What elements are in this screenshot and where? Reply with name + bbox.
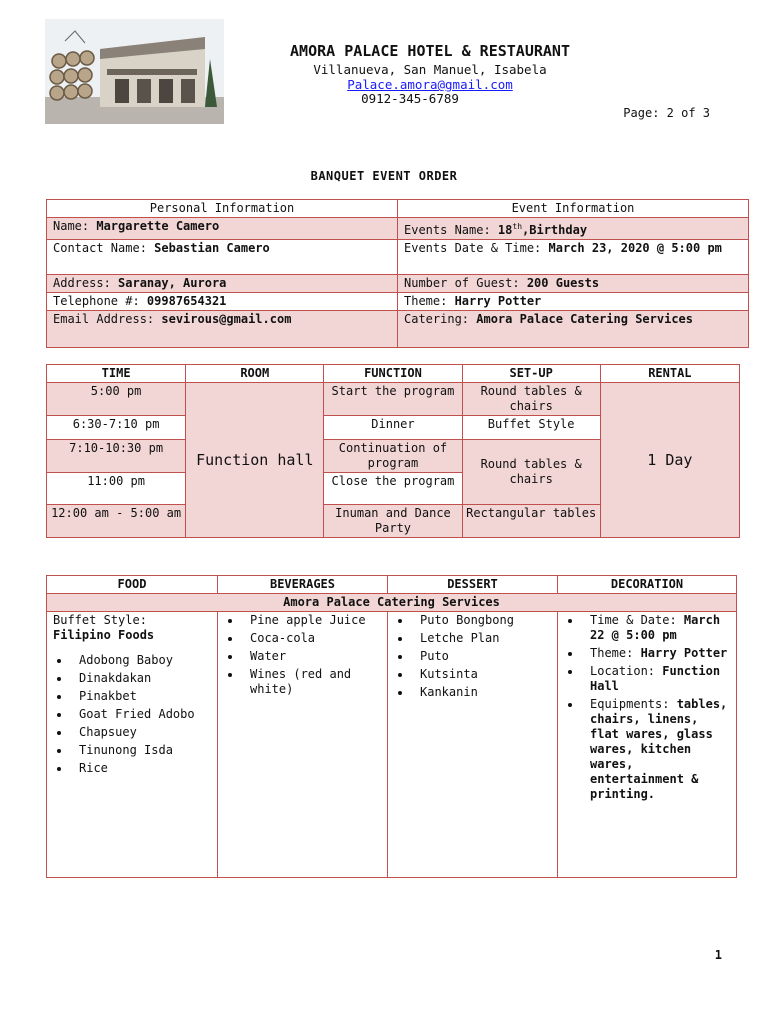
col-header-setup: SET-UP (462, 365, 600, 383)
setup-cell: Rectangular tables (462, 505, 600, 538)
function-cell: Dinner (324, 416, 462, 440)
info-row (47, 311, 749, 348)
address-cell (47, 275, 398, 293)
dessert-list (394, 613, 551, 700)
field-value: Amora Palace Catering Services (476, 312, 693, 326)
list-item (582, 613, 730, 643)
time-cell: 5:00 pm (47, 383, 186, 416)
field-value: 200 Guests (526, 276, 600, 290)
function-cell: Inuman and Dance Party (324, 505, 462, 538)
field-label: Events Name: (404, 223, 498, 237)
field-label: Name: (53, 219, 97, 233)
field-label: Contact Name: (53, 241, 155, 255)
hotel-logo-photo (45, 19, 224, 124)
function-cell: Continuation of program (324, 440, 462, 473)
time-cell: 7:10-10:30 pm (47, 440, 186, 473)
page-indicator: Page: 2 of 3 (623, 106, 710, 120)
list-item: • Adobong Baboy (71, 653, 211, 668)
list-item: • Pinakbet (71, 689, 211, 704)
field-value: 18 (497, 223, 513, 237)
food-list (53, 653, 211, 776)
personal-info-header: Personal Information (47, 200, 398, 218)
field-value: Saranay, Aurora (118, 276, 227, 290)
col-header-room: ROOM (186, 365, 324, 383)
food-cell (47, 612, 218, 878)
document-title: BANQUET EVENT ORDER (310, 169, 458, 183)
hotel-email-link[interactable]: Palace.amora@gmail.com (347, 77, 513, 92)
field-value: March 23, 2020 @ 5:00 pm (548, 241, 722, 255)
info-row (47, 218, 749, 240)
setup-cell: Buffet Style (462, 416, 600, 440)
hotel-address: Villanueva, San Manuel, Isabela (313, 62, 547, 77)
field-label: Equipments: (590, 697, 677, 711)
time-cell: 11:00 pm (47, 473, 186, 505)
list-item (582, 646, 730, 661)
field-value: tables, chairs, linens, flat wares, glass wares, kitchen wares, entertainment & printing. (590, 697, 728, 801)
schedule-table (46, 364, 740, 538)
field-value: Sebastian Camero (154, 241, 270, 255)
event-info-header: Event Information (398, 200, 749, 218)
list-item: • Dinakdakan (71, 671, 211, 686)
name-cell (47, 218, 398, 240)
list-item: • Tinunong Isda (71, 743, 211, 758)
field-value: sevirous@gmail.com (161, 312, 292, 326)
field-label: Address: (53, 276, 119, 290)
food-intro: Buffet Style: (53, 613, 147, 627)
field-value: 09987654321 (146, 294, 227, 308)
list-item: • Rice (71, 761, 211, 776)
decoration-cell (558, 612, 737, 878)
col-header-dessert: DESSERT (388, 576, 558, 594)
list-item: • Letche Plan (412, 631, 551, 646)
guest-count-cell (398, 275, 749, 293)
field-label: Telephone #: (53, 294, 147, 308)
setup-cell: Round tables & chairs (462, 440, 600, 505)
list-item: • Kutsinta (412, 667, 551, 682)
field-value: Function Hall (590, 664, 721, 693)
email-cell (47, 311, 398, 348)
list-item: • Puto Bongbong (412, 613, 551, 628)
field-label: Email Address: (53, 312, 162, 326)
field-label: Theme: (590, 646, 641, 660)
field-value: March 22 @ 5:00 pm (590, 613, 721, 642)
list-item (582, 697, 730, 802)
list-item: • Goat Fried Adobo (71, 707, 211, 722)
ordinal-suffix: th (512, 222, 523, 231)
event-name-cell (398, 218, 749, 240)
page-number: 1 (714, 948, 722, 962)
info-row (47, 240, 749, 275)
info-row (47, 293, 749, 311)
list-item: • Kankanin (412, 685, 551, 700)
list-item: • Puto (412, 649, 551, 664)
col-header-time: TIME (47, 365, 186, 383)
field-label: Events Date & Time: (404, 241, 549, 255)
list-item: • Chapsuey (71, 725, 211, 740)
contact-name-cell (47, 240, 398, 275)
col-header-beverages: BEVERAGES (218, 576, 388, 594)
field-label: Number of Guest: (404, 276, 527, 290)
list-item: • Pine apple Juice (242, 613, 381, 628)
field-value: Margarette Camero (96, 219, 220, 233)
telephone-cell (47, 293, 398, 311)
hotel-phone: 0912-345-6789 (361, 91, 459, 106)
col-header-food: FOOD (47, 576, 218, 594)
catering-cell (398, 311, 749, 348)
beverages-list (224, 613, 381, 697)
list-item (582, 664, 730, 694)
field-label: Catering: (404, 312, 477, 326)
dessert-cell (388, 612, 558, 878)
col-header-decoration: DECORATION (558, 576, 737, 594)
list-item: • Water (242, 649, 381, 664)
function-cell: Close the program (324, 473, 462, 505)
col-header-rental: RENTAL (600, 365, 739, 383)
beverages-cell (218, 612, 388, 878)
hotel-name: AMORA PALACE HOTEL & RESTAURANT (290, 42, 570, 60)
col-header-function: FUNCTION (324, 365, 462, 383)
field-label: Time & Date: (590, 613, 684, 627)
rental-cell: 1 Day (600, 383, 739, 538)
list-item: • Coca-cola (242, 631, 381, 646)
time-cell: 6:30-7:10 pm (47, 416, 186, 440)
caterer-banner: Amora Palace Catering Services (47, 594, 737, 612)
field-value: Harry Potter (454, 294, 542, 308)
theme-cell (398, 293, 749, 311)
event-date-cell (398, 240, 749, 275)
info-table (46, 199, 749, 348)
room-cell: Function hall (186, 383, 324, 538)
field-label: Theme: (404, 294, 455, 308)
function-cell: Start the program (324, 383, 462, 416)
setup-cell: Round tables & chairs (462, 383, 600, 416)
field-value: Harry Potter (640, 646, 728, 660)
menu-table (46, 575, 737, 878)
list-item: • Wines (red and white) (242, 667, 381, 697)
food-title: Filipino Foods (53, 628, 155, 642)
info-row (47, 275, 749, 293)
field-value: ,Birthday (522, 223, 588, 237)
field-label: Location: (590, 664, 663, 678)
decoration-list (564, 613, 730, 802)
time-cell: 12:00 am - 5:00 am (47, 505, 186, 538)
